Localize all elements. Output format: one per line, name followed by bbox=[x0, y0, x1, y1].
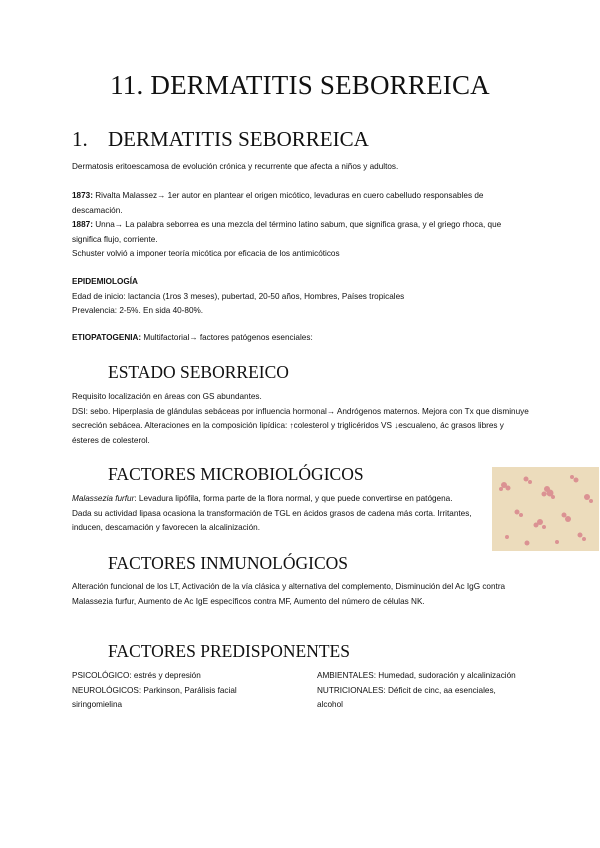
predis-item: siringomielina bbox=[72, 700, 123, 709]
predis-heading: FACTORES PREDISPONENTES bbox=[108, 641, 350, 661]
history-item bbox=[72, 218, 532, 247]
intro-paragraph: Dermatosis eritoescamosa de evolución crónica y recurrente que afecta a niños y adultos. bbox=[72, 162, 399, 171]
predis-item: PSICOLÓGICO: estrés y depresión bbox=[72, 671, 201, 680]
microbio-paragraph bbox=[72, 492, 472, 536]
estado-line: DSI: sebo. Hiperplasia de glándulas sebáceas por influencia hormonal→ Andrógenos maternos. Mejora con Tx que disminuye secreción sebácea. Alteraciones en la composición lipídica: ↑colesterol y triglicéridos VS ↓escualeno, ác grasos libres y ésteres de colesterol. bbox=[72, 406, 529, 445]
history-block bbox=[72, 189, 532, 262]
history-text: Schuster volvió a imponer teoría micótica por eficacia de los antimicóticos bbox=[72, 249, 340, 258]
microbio-text: : Levadura lipófila, forma parte de la flora normal, y que puede convertirse en patógena. Dada su actividad lipasa ocasiona la transformación de TGL en ácidos grasos de cadena más corta. Irritantes, inducen, descamación y favorecen la alcalinización. bbox=[72, 494, 472, 532]
estado-heading: ESTADO SEBORREICO bbox=[108, 362, 289, 382]
history-item bbox=[72, 247, 532, 262]
estado-paragraph bbox=[72, 390, 532, 448]
micrograph-image bbox=[492, 467, 599, 551]
organism-name: Malassezia furfur bbox=[72, 494, 135, 503]
microbio-heading: FACTORES MICROBIOLÓGICOS bbox=[108, 464, 364, 484]
epidemiologia-prevalence: Prevalencia: 2-5%. En sida 40-80%. bbox=[72, 306, 204, 315]
estado-line: Requisito localización en áreas con GS abundantes. bbox=[72, 392, 262, 401]
history-text: Rivalta Malassez→ 1er autor en plantear el origen micótico, levaduras en cuero cabelludo responsables de descamación. bbox=[72, 191, 484, 215]
predis-left-column bbox=[72, 669, 287, 713]
predis-item: AMBIENTALES: Humedad, sudoración y alcalinización bbox=[317, 671, 516, 680]
section-title: DERMATITIS SEBORREICA bbox=[108, 127, 369, 151]
section-number: 1. bbox=[72, 127, 88, 151]
epidemiologia-block bbox=[72, 275, 532, 319]
etiopatogenia-text: Multifactorial→ factores patógenos esenciales: bbox=[143, 333, 313, 342]
section-heading bbox=[72, 127, 369, 152]
etiopatogenia-line bbox=[72, 331, 532, 346]
history-item bbox=[72, 189, 532, 218]
inmuno-paragraph: Alteración funcional de los LT, Activación de la vía clásica y alternativa del complemento, Disminución del Ac IgG contra Malassezia furfur, Aumento de Ac IgE específicos contra MF, Aumento del número de células NK. bbox=[72, 582, 506, 606]
history-year: 1887: bbox=[72, 220, 93, 229]
inmuno-heading: FACTORES INMUNOLÓGICOS bbox=[108, 553, 349, 573]
predis-item: NUTRICIONALES: Déficit de cinc, aa esenciales, alcohol bbox=[317, 685, 496, 709]
micrograph-svg bbox=[492, 467, 599, 551]
etiopatogenia-label: ETIOPATOGENIA: bbox=[72, 333, 142, 342]
history-year: 1873: bbox=[72, 191, 93, 200]
predis-item: NEUROLÓGICOS: Parkinson, Parálisis facial bbox=[72, 685, 237, 695]
epidemiologia-onset: Edad de inicio: lactancia (1ros 3 meses), pubertad, 20-50 años, Hombres, Países tropicales bbox=[72, 291, 405, 301]
history-text: Unna→ La palabra seborrea es una mezcla del término latino sabum, que significa grasa, y el griego rhoca, que significa flujo, corriente. bbox=[72, 220, 502, 244]
predis-right-column bbox=[317, 669, 517, 713]
document-title: 11. DERMATITIS SEBORREICA bbox=[110, 70, 490, 100]
epidemiologia-heading: EPIDEMIOLOGÍA bbox=[72, 277, 138, 286]
